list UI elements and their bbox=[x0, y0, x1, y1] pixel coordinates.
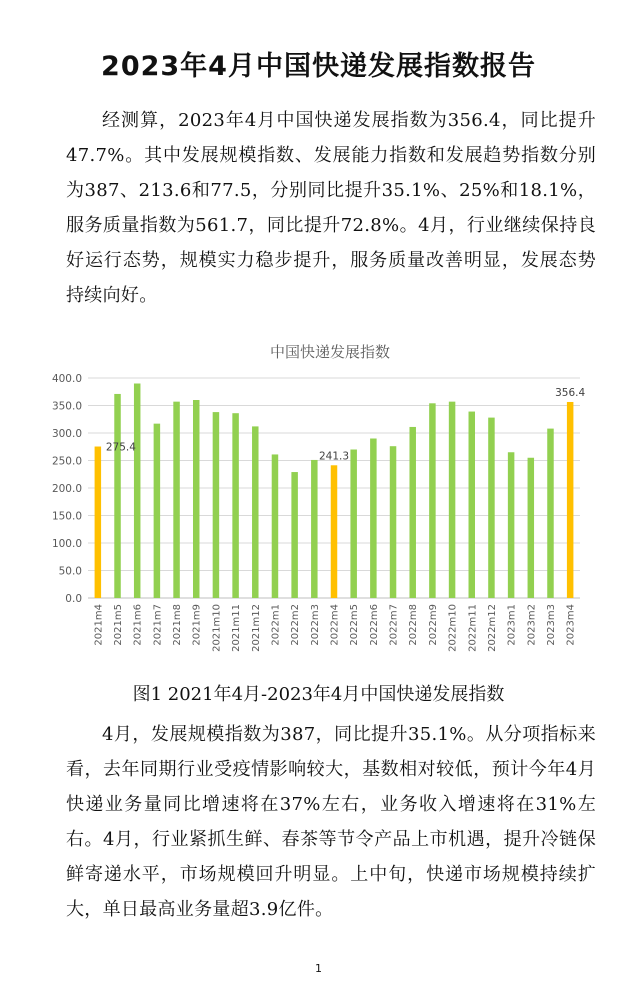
bar-2022m5 bbox=[350, 450, 356, 599]
x-tick-label: 2022m6 bbox=[368, 604, 380, 646]
y-tick-label: 200.0 bbox=[51, 483, 82, 495]
x-tick-label: 2022m9 bbox=[427, 604, 439, 646]
bar-2022m4 bbox=[331, 465, 337, 598]
bar-2021m12 bbox=[252, 426, 258, 598]
y-tick-label: 50.0 bbox=[58, 565, 82, 578]
y-tick-label: 100.0 bbox=[51, 538, 82, 550]
x-tick-label: 2021m4 bbox=[93, 604, 105, 646]
bar-2021m4 bbox=[95, 447, 101, 598]
bar-2022m7 bbox=[390, 446, 396, 598]
x-tick-label: 2021m10 bbox=[211, 604, 223, 652]
chart-svg bbox=[40, 332, 600, 662]
x-tick-label: 2022m2 bbox=[290, 604, 302, 646]
x-tick-label: 2021m7 bbox=[152, 604, 164, 646]
x-tick-label: 2021m8 bbox=[172, 604, 184, 646]
x-tick-label: 2022m7 bbox=[388, 604, 400, 646]
y-tick-label: 0.0 bbox=[65, 593, 82, 605]
bar-2023m3 bbox=[547, 429, 553, 598]
x-tick-label: 2022m10 bbox=[447, 604, 459, 652]
y-tick-label: 250.0 bbox=[51, 455, 82, 468]
chart-x-axis bbox=[93, 604, 576, 652]
figure-caption: 图1 2021年4月-2023年4月中国快递发展指数 bbox=[132, 684, 505, 705]
bar-2022m8 bbox=[409, 427, 415, 598]
x-tick-label: 2023m2 bbox=[526, 604, 538, 646]
bar-2021m8 bbox=[173, 402, 179, 598]
bar-2021m11 bbox=[232, 413, 238, 598]
bar-2022m11 bbox=[469, 412, 475, 598]
chart-bars bbox=[95, 384, 574, 599]
bar-2022m6 bbox=[370, 439, 376, 599]
x-tick-label: 2022m8 bbox=[408, 604, 420, 646]
x-tick-label: 2022m4 bbox=[329, 604, 341, 646]
bar-2021m5 bbox=[114, 394, 120, 598]
x-tick-label: 2021m6 bbox=[132, 604, 144, 646]
chart-y-axis bbox=[52, 373, 82, 605]
x-tick-label: 2022m5 bbox=[349, 604, 361, 646]
bar-2022m10 bbox=[449, 402, 455, 598]
x-tick-label: 2023m1 bbox=[506, 604, 518, 646]
bar-2023m2 bbox=[528, 458, 534, 598]
data-label-2023m4: 356.4 bbox=[555, 386, 586, 399]
x-tick-label: 2021m5 bbox=[113, 604, 125, 646]
bar-2021m9 bbox=[193, 400, 199, 598]
bar-2022m1 bbox=[272, 454, 278, 598]
x-tick-label: 2022m1 bbox=[270, 604, 282, 646]
x-tick-label: 2022m11 bbox=[467, 604, 479, 652]
data-label-2021m4: 275.4 bbox=[105, 441, 136, 454]
x-tick-label: 2021m11 bbox=[231, 604, 243, 652]
y-tick-label: 400.0 bbox=[51, 373, 82, 385]
x-tick-label: 2021m12 bbox=[250, 604, 262, 652]
y-tick-label: 150.0 bbox=[51, 510, 82, 523]
bar-2023m1 bbox=[508, 452, 514, 598]
x-tick-label: 2021m9 bbox=[191, 604, 203, 646]
bar-2021m10 bbox=[213, 412, 219, 598]
x-tick-label: 2022m3 bbox=[309, 604, 321, 646]
x-tick-label: 2023m3 bbox=[545, 604, 557, 646]
x-tick-label: 2022m12 bbox=[486, 604, 498, 652]
bar-2021m6 bbox=[134, 384, 140, 599]
page-number: 1 bbox=[315, 962, 322, 975]
x-tick-label: 2023m4 bbox=[565, 604, 577, 646]
y-tick-label: 350.0 bbox=[51, 400, 82, 413]
page-title: 2023年4月中国快递发展指数报告 bbox=[101, 51, 536, 82]
scale-paragraph: 4月，发展规模指数为387，同比提升35.1%。从分项指标来看，去年同期行业受疫情影响较大，基数相对较低，预计今年4月快递业务量同比增速将在37%左右，业务收入增速将在31%左右。4月，行业紧抓生鲜、春茶等节令产品上市机遇，提升冷链保鲜寄递水平，市场规模回升明显。上中旬，快递市场规模持续扩大，单日最高业务量超3.9亿件。 bbox=[66, 724, 596, 920]
express-index-chart bbox=[40, 332, 600, 662]
bar-2022m12 bbox=[488, 418, 494, 598]
data-label-2022m4: 241.3 bbox=[318, 450, 350, 463]
bar-2022m2 bbox=[291, 472, 297, 598]
bar-2023m4 bbox=[567, 402, 573, 598]
bar-2022m3 bbox=[311, 460, 317, 598]
y-tick-label: 300.0 bbox=[51, 428, 82, 440]
bar-2021m7 bbox=[154, 424, 160, 598]
intro-paragraph: 经测算，2023年4月中国快递发展指数为356.4，同比提升47.7%。其中发展规模指数、发展能力指数和发展趋势指数分别为387、213.6和77.5，分别同比提升35.1%、25%和18.1%，服务质量指数为561.7，同比提升72.8%。4月，行业继续保持良好运行态势，规模实力稳步提升，服务质量改善明显，发展态势持续向好。 bbox=[66, 110, 596, 306]
chart-title: 中国快递发展指数 bbox=[269, 343, 391, 361]
bar-2022m9 bbox=[429, 403, 435, 598]
